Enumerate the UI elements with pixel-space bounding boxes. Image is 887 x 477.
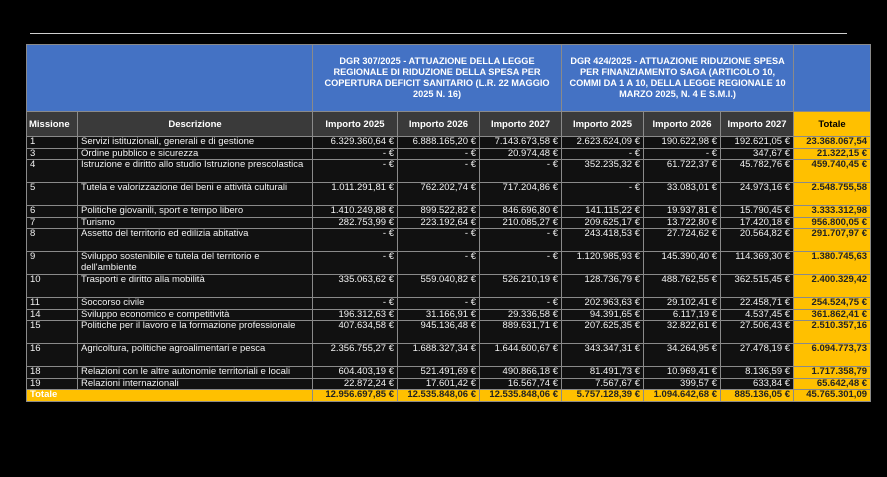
descrizione-cell: Ordine pubblico e sicurezza <box>78 148 313 160</box>
totale-cell: 2.548.755,58 <box>794 183 871 206</box>
importo-cell: 20.564,82 € <box>721 229 794 252</box>
missione-cell: 10 <box>27 275 78 298</box>
totale-cell: 2.400.329,42 <box>794 275 871 298</box>
importo-cell: 17.601,42 € <box>398 378 480 390</box>
missione-cell: 4 <box>27 160 78 183</box>
importo-cell: 633,84 € <box>721 378 794 390</box>
table-body <box>27 137 871 390</box>
descrizione-cell: Tutela e valorizzazione dei beni e attività culturali <box>78 183 313 206</box>
importo-cell: - € <box>313 148 398 160</box>
importo-cell: 352.235,32 € <box>562 160 644 183</box>
descrizione-cell: Politiche giovanili, sport e tempo libero <box>78 206 313 218</box>
descrizione-cell: Assetto del territorio ed edilizia abitativa <box>78 229 313 252</box>
importo-cell: 223.192,64 € <box>398 217 480 229</box>
totale-cell: 2.510.357,16 <box>794 321 871 344</box>
importo-cell: - € <box>480 160 562 183</box>
importo-cell: 128.736,79 € <box>562 275 644 298</box>
col-missione: Missione <box>27 112 78 137</box>
missione-cell: 3 <box>27 148 78 160</box>
table-row <box>27 206 871 218</box>
importo-cell: 17.420,18 € <box>721 217 794 229</box>
missione-cell: 11 <box>27 298 78 310</box>
footer-value: 12.535.848,06 € <box>398 390 480 402</box>
missione-cell: 7 <box>27 217 78 229</box>
importo-cell: - € <box>480 298 562 310</box>
totale-cell: 459.740,45 € <box>794 160 871 183</box>
importo-cell: - € <box>398 252 480 275</box>
table-row <box>27 321 871 344</box>
col-totale: Totale <box>794 112 871 137</box>
importo-cell: - € <box>562 148 644 160</box>
importo-cell: - € <box>644 148 721 160</box>
table-row <box>27 275 871 298</box>
importo-cell: 2.623.624,09 € <box>562 137 644 149</box>
importo-cell: 526.210,19 € <box>480 275 562 298</box>
importo-cell: 45.782,76 € <box>721 160 794 183</box>
importo-cell: 16.567,74 € <box>480 378 562 390</box>
importo-cell: - € <box>313 229 398 252</box>
missione-cell: 1 <box>27 137 78 149</box>
importo-cell: 399,57 € <box>644 378 721 390</box>
importo-cell: 13.722,80 € <box>644 217 721 229</box>
missione-cell: 18 <box>27 367 78 379</box>
table-row <box>27 229 871 252</box>
missione-cell: 8 <box>27 229 78 252</box>
importo-cell: 7.567,67 € <box>562 378 644 390</box>
table-row <box>27 160 871 183</box>
col-importo-2025-b: Importo 2025 <box>562 112 644 137</box>
importo-cell: 899.522,82 € <box>398 206 480 218</box>
missione-cell: 19 <box>27 378 78 390</box>
importo-cell: 34.264,95 € <box>644 344 721 367</box>
missione-cell: 15 <box>27 321 78 344</box>
descrizione-cell: Agricoltura, politiche agroalimentari e pesca <box>78 344 313 367</box>
importo-cell: 8.136,59 € <box>721 367 794 379</box>
importo-cell: 81.491,73 € <box>562 367 644 379</box>
budget-table-container <box>26 44 870 402</box>
missione-cell: 9 <box>27 252 78 275</box>
importo-cell: 521.491,69 € <box>398 367 480 379</box>
descrizione-cell: Relazioni con le altre autonomie territoriali e locali <box>78 367 313 379</box>
importo-cell: 6.117,19 € <box>644 309 721 321</box>
col-importo-2025-a: Importo 2025 <box>313 112 398 137</box>
importo-cell: 210.085,27 € <box>480 217 562 229</box>
totale-cell: 254.524,75 € <box>794 298 871 310</box>
header-blank <box>27 45 313 112</box>
descrizione-cell: Relazioni internazionali <box>78 378 313 390</box>
importo-cell: 559.040,82 € <box>398 275 480 298</box>
importo-cell: 2.356.755,27 € <box>313 344 398 367</box>
importo-cell: - € <box>480 229 562 252</box>
importo-cell: 33.083,01 € <box>644 183 721 206</box>
missione-cell: 5 <box>27 183 78 206</box>
importo-cell: 196.312,63 € <box>313 309 398 321</box>
importo-cell: 6.888.165,20 € <box>398 137 480 149</box>
header-dgr-424: DGR 424/2025 - ATTUAZIONE RIDUZIONE SPESA PER FINANZIAMENTO SAGA (ARTICOLO 10, COMMI DA 1 A 10, DELLA LEGGE REGIONALE 10 MARZO 2025, N. 4 E S.M.I.) <box>562 45 794 112</box>
importo-cell: 27.478,19 € <box>721 344 794 367</box>
table-row <box>27 344 871 367</box>
importo-cell: 945.136,48 € <box>398 321 480 344</box>
importo-cell: 32.822,61 € <box>644 321 721 344</box>
importo-cell: 4.537,45 € <box>721 309 794 321</box>
totale-cell: 291.707,97 € <box>794 229 871 252</box>
totale-cell: 21.322,15 € <box>794 148 871 160</box>
descrizione-cell: Politiche per il lavoro e la formazione professionale <box>78 321 313 344</box>
importo-cell: - € <box>313 252 398 275</box>
importo-cell: - € <box>480 252 562 275</box>
footer-value: 12.535.848,06 € <box>480 390 562 402</box>
importo-cell: 1.120.985,93 € <box>562 252 644 275</box>
top-divider-line <box>30 33 847 34</box>
totale-cell: 1.380.745,63 <box>794 252 871 275</box>
totale-cell: 361.862,41 € <box>794 309 871 321</box>
importo-cell: 243.418,53 € <box>562 229 644 252</box>
importo-cell: - € <box>398 148 480 160</box>
totale-cell: 23.368.067,54 <box>794 137 871 149</box>
importo-cell: 343.347,31 € <box>562 344 644 367</box>
importo-cell: 29.336,58 € <box>480 309 562 321</box>
importo-cell: 27.506,43 € <box>721 321 794 344</box>
importo-cell: 61.722,37 € <box>644 160 721 183</box>
importo-cell: 31.166,91 € <box>398 309 480 321</box>
importo-cell: 604.403,19 € <box>313 367 398 379</box>
table-row <box>27 137 871 149</box>
descrizione-cell: Sviluppo sostenibile e tutela del territorio e dell'ambiente <box>78 252 313 275</box>
header-dgr-307: DGR 307/2025 - ATTUAZIONE DELLA LEGGE REGIONALE DI RIDUZIONE DELLA SPESA PER COPERTURA DEFICIT SANITARIO (L.R. 22 MAGGIO 2025 N. 16) <box>313 45 562 112</box>
importo-cell: 141.115,22 € <box>562 206 644 218</box>
importo-cell: 490.866,18 € <box>480 367 562 379</box>
importo-cell: 207.625,35 € <box>562 321 644 344</box>
missione-cell: 6 <box>27 206 78 218</box>
footer-value: 1.094.642,68 € <box>644 390 721 402</box>
importo-cell: 846.696,80 € <box>480 206 562 218</box>
importo-cell: 190.622,98 € <box>644 137 721 149</box>
footer-label: Totale <box>27 390 313 402</box>
importo-cell: - € <box>313 298 398 310</box>
importo-cell: 347,67 € <box>721 148 794 160</box>
descrizione-cell: Servizi istituzionali, generali e di gestione <box>78 137 313 149</box>
importo-cell: 1.644.600,67 € <box>480 344 562 367</box>
footer-value: 885.136,05 € <box>721 390 794 402</box>
table-row <box>27 148 871 160</box>
descrizione-cell: Turismo <box>78 217 313 229</box>
importo-cell: 22.872,24 € <box>313 378 398 390</box>
importo-cell: 407.634,58 € <box>313 321 398 344</box>
col-descrizione: Descrizione <box>78 112 313 137</box>
totale-cell: 65.642,48 € <box>794 378 871 390</box>
descrizione-cell: Sviluppo economico e competitività <box>78 309 313 321</box>
importo-cell: 27.724,62 € <box>644 229 721 252</box>
importo-cell: 145.390,40 € <box>644 252 721 275</box>
importo-cell: 192.621,05 € <box>721 137 794 149</box>
header-blank-total <box>794 45 871 112</box>
importo-cell: - € <box>398 298 480 310</box>
table-row <box>27 183 871 206</box>
importo-cell: 889.631,71 € <box>480 321 562 344</box>
table-footer-row <box>27 390 871 402</box>
importo-cell: 762.202,74 € <box>398 183 480 206</box>
totale-cell: 3.333.312,98 <box>794 206 871 218</box>
importo-cell: 335.063,62 € <box>313 275 398 298</box>
totale-cell: 6.094.773,73 <box>794 344 871 367</box>
importo-cell: 22.458,71 € <box>721 298 794 310</box>
col-importo-2027-a: Importo 2027 <box>480 112 562 137</box>
importo-cell: 209.625,17 € <box>562 217 644 229</box>
table-row <box>27 367 871 379</box>
table-row <box>27 378 871 390</box>
importo-cell: 202.963,63 € <box>562 298 644 310</box>
importo-cell: 717.204,86 € <box>480 183 562 206</box>
table-row <box>27 217 871 229</box>
missione-cell: 14 <box>27 309 78 321</box>
col-importo-2027-b: Importo 2027 <box>721 112 794 137</box>
totale-cell: 956.800,05 € <box>794 217 871 229</box>
importo-cell: 1.688.327,34 € <box>398 344 480 367</box>
importo-cell: - € <box>313 160 398 183</box>
missione-cell: 16 <box>27 344 78 367</box>
col-importo-2026-b: Importo 2026 <box>644 112 721 137</box>
table-row <box>27 252 871 275</box>
importo-cell: - € <box>398 229 480 252</box>
col-importo-2026-a: Importo 2026 <box>398 112 480 137</box>
importo-cell: 6.329.360,64 € <box>313 137 398 149</box>
descrizione-cell: Trasporti e diritto alla mobilità <box>78 275 313 298</box>
importo-cell: 20.974,48 € <box>480 148 562 160</box>
importo-cell: 114.369,30 € <box>721 252 794 275</box>
footer-total: 45.765.301,09 <box>794 390 871 402</box>
importo-cell: 7.143.673,58 € <box>480 137 562 149</box>
importo-cell: 94.391,65 € <box>562 309 644 321</box>
totale-cell: 1.717.358,79 <box>794 367 871 379</box>
importo-cell: 1.011.291,81 € <box>313 183 398 206</box>
footer-value: 5.757.128,39 € <box>562 390 644 402</box>
importo-cell: 1.410.249,88 € <box>313 206 398 218</box>
importo-cell: 15.790,45 € <box>721 206 794 218</box>
importo-cell: 282.753,99 € <box>313 217 398 229</box>
table-row <box>27 309 871 321</box>
importo-cell: 488.762,55 € <box>644 275 721 298</box>
footer-value: 12.956.697,85 € <box>313 390 398 402</box>
importo-cell: - € <box>562 183 644 206</box>
importo-cell: 24.973,16 € <box>721 183 794 206</box>
importo-cell: 19.937,81 € <box>644 206 721 218</box>
importo-cell: 10.969,41 € <box>644 367 721 379</box>
budget-reduction-table <box>26 44 871 402</box>
descrizione-cell: Soccorso civile <box>78 298 313 310</box>
importo-cell: 29.102,41 € <box>644 298 721 310</box>
descrizione-cell: Istruzione e diritto allo studio Istruzione prescolastica <box>78 160 313 183</box>
table-row <box>27 298 871 310</box>
importo-cell: - € <box>398 160 480 183</box>
importo-cell: 362.515,45 € <box>721 275 794 298</box>
